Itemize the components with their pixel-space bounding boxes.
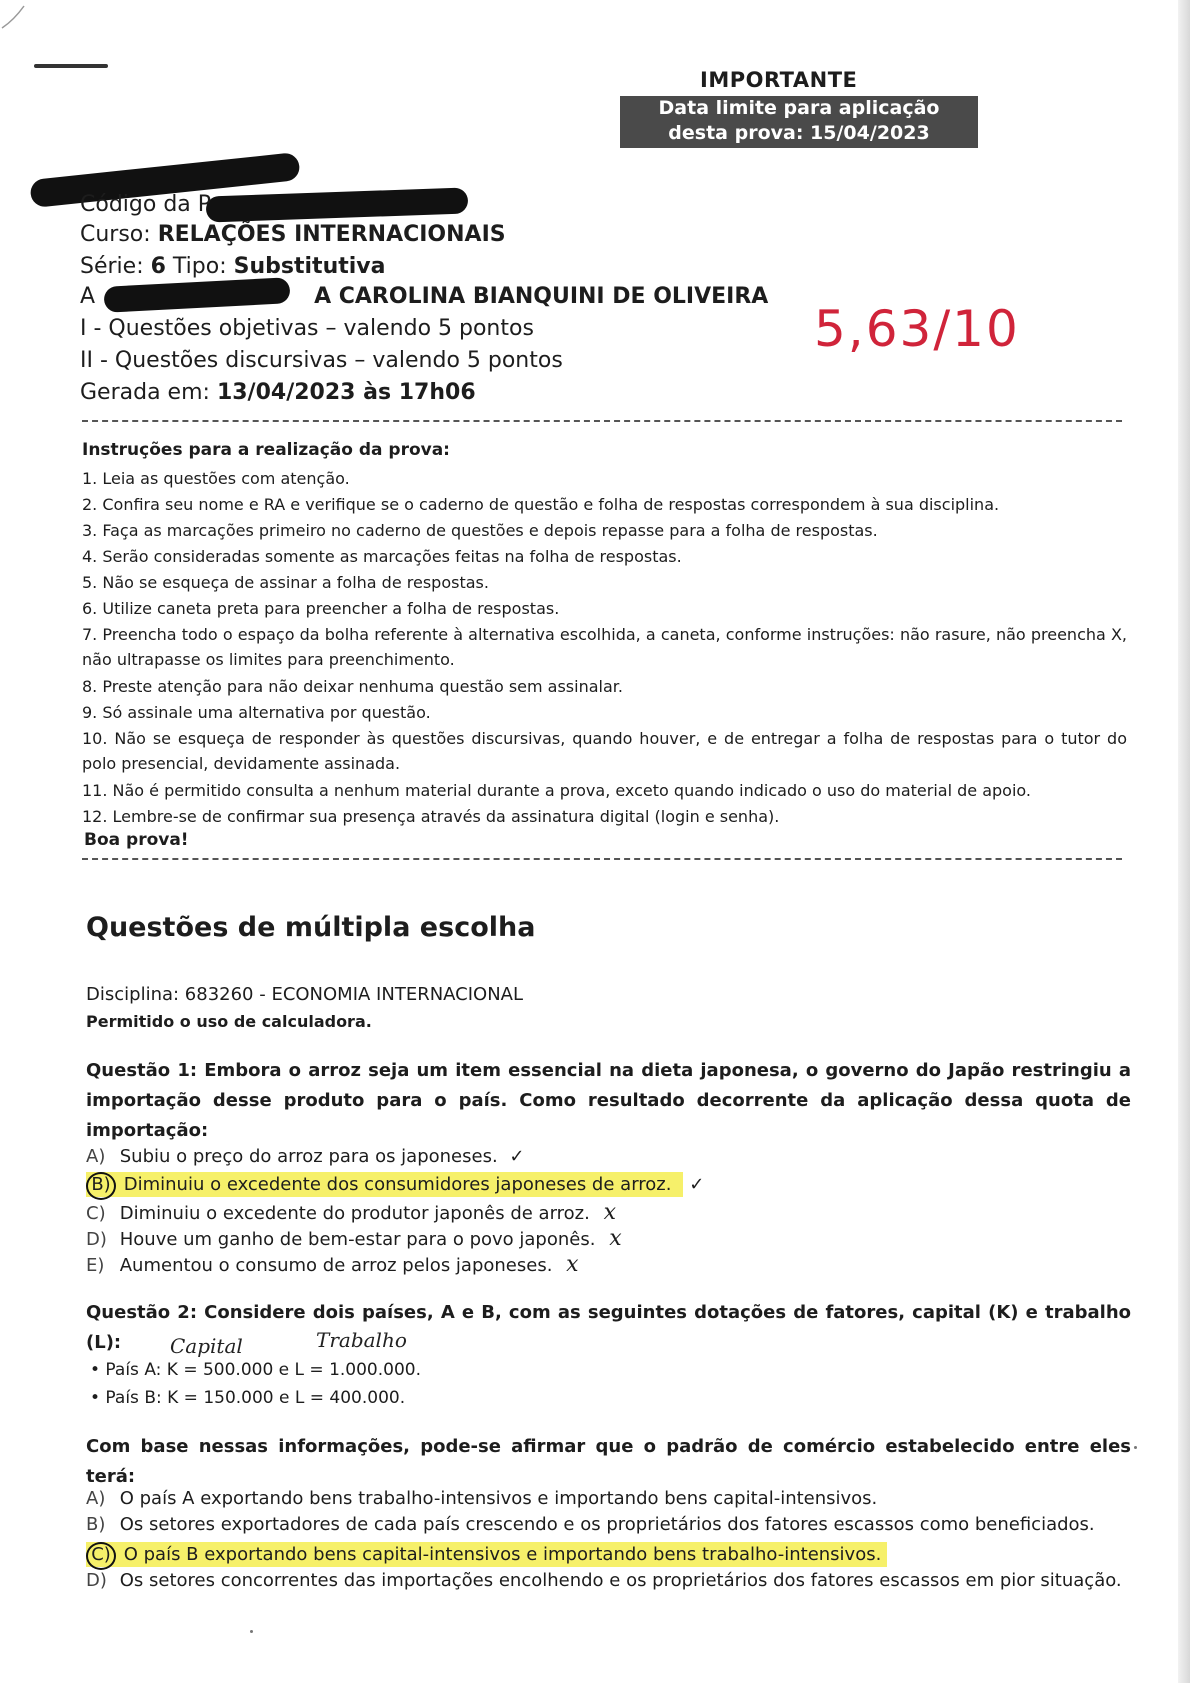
tick-mark: ✓ bbox=[509, 1146, 525, 1167]
q2-option-c[interactable] bbox=[86, 1542, 887, 1570]
q2-option-d[interactable] bbox=[86, 1570, 1122, 1591]
highlighted-answer bbox=[86, 1172, 683, 1197]
handwritten-capital: Capital bbox=[170, 1334, 243, 1358]
instruction-11: 11. Não é permitido consulta a nenhum material durante a prova, exceto quando indicado o uso do material de apoio. bbox=[82, 781, 1031, 800]
instructions-title: Instruções para a realização da prova: bbox=[82, 440, 450, 460]
option-letter: D) bbox=[86, 1570, 107, 1591]
pen-dash-mark bbox=[34, 64, 108, 68]
section-title: Questões de múltipla escolha bbox=[86, 912, 536, 943]
q1-option-a[interactable] bbox=[86, 1146, 525, 1167]
option-text: Os setores exportadores de cada país crescendo e os proprietários dos fatores escassos como beneficiados. bbox=[119, 1514, 1095, 1535]
pais-b-line: • País B: K = 150.000 e L = 400.000. bbox=[90, 1388, 406, 1408]
discursivas-line: II - Questões discursivas – valendo 5 pontos bbox=[80, 348, 563, 373]
serie-line bbox=[80, 254, 385, 279]
instruction-2: 2. Confira seu nome e RA e verifique se o caderno de questão e folha de respostas correspondem à sua disciplina. bbox=[82, 495, 1000, 514]
circled-letter: B) bbox=[86, 1172, 116, 1200]
q2-option-a[interactable] bbox=[86, 1488, 877, 1509]
q2-option-b[interactable] bbox=[86, 1514, 1095, 1535]
gerada-line bbox=[80, 380, 476, 405]
deadline-line-1: Data limite para aplicação bbox=[658, 97, 940, 119]
handwritten-grade: 5,63/10 bbox=[814, 300, 1020, 358]
option-letter: C) bbox=[86, 1203, 106, 1224]
codigo-line bbox=[80, 192, 211, 217]
option-text: O país B exportando bens capital-intensivos e importando bens trabalho-intensivos. bbox=[123, 1544, 882, 1565]
deadline-box bbox=[620, 96, 978, 148]
tipo-label: Tipo: bbox=[172, 254, 227, 279]
objetivas-line: I - Questões objetivas – valendo 5 pontos bbox=[80, 316, 534, 341]
instruction-6: 6. Utilize caneta preta para preencher a folha de respostas. bbox=[82, 599, 560, 618]
q1-option-d[interactable] bbox=[86, 1226, 622, 1251]
instruction-12: 12. Lembre-se de confirmar sua presença através da assinatura digital (login e senha). bbox=[82, 807, 780, 826]
divider-top bbox=[82, 420, 1122, 422]
highlighted-answer bbox=[86, 1542, 887, 1567]
serie-value: 6 bbox=[150, 254, 166, 279]
instruction-8: 8. Preste atenção para não deixar nenhuma questão sem assinalar. bbox=[82, 677, 623, 696]
permitido-line: Permitido o uso de calculadora. bbox=[86, 1012, 372, 1031]
instruction-7: 7. Preencha todo o espaço da bolha referente à alternativa escolhida, a caneta, conforme instruções: não rasure, não preencha X, não ultrapasse os limites para preenchimento. bbox=[82, 625, 1127, 669]
option-text: Os setores concorrentes das importações encolhendo e os proprietários dos fatores escassos em pior situação. bbox=[119, 1570, 1122, 1591]
question-2-prompt: Com base nessas informações, pode-se afirmar que o padrão de comércio estabelecido entre eles terá: bbox=[86, 1436, 1131, 1487]
question-1-text: Questão 1: Embora o arroz seja um item essencial na dieta japonesa, o governo do Japão restringiu a importação desse produto para o país. Como resultado decorrente da aplicação dessa quota de importação: bbox=[86, 1060, 1131, 1141]
aluno-line bbox=[80, 284, 768, 309]
scan-edge bbox=[1178, 0, 1190, 1683]
redaction-mark-2 bbox=[206, 187, 469, 222]
instruction-5: 5. Não se esqueça de assinar a folha de respostas. bbox=[82, 573, 489, 592]
circled-letter: C) bbox=[86, 1542, 116, 1570]
pais-a-line: • País A: K = 500.000 e L = 1.000.000. bbox=[90, 1360, 421, 1380]
important-label: IMPORTANTE bbox=[700, 68, 858, 92]
curso-label: Curso: bbox=[80, 222, 151, 247]
instruction-3: 3. Faça as marcações primeiro no caderno de questões e depois repasse para a folha de respostas. bbox=[82, 521, 878, 540]
option-letter: A) bbox=[86, 1488, 106, 1509]
option-text: Houve um ganho de bem-estar para o povo japonês. bbox=[119, 1229, 596, 1250]
question-2-text: Questão 2: Considere dois países, A e B, com as seguintes dotações de fatores, capital (K) e trabalho (L): bbox=[86, 1302, 1131, 1353]
curso-value: RELAÇÕES INTERNACIONAIS bbox=[157, 222, 506, 247]
codigo-label: Código da P bbox=[80, 192, 212, 217]
scan-speck bbox=[1134, 1446, 1137, 1449]
divider-bottom bbox=[82, 858, 1122, 860]
option-text: Diminuiu o excedente dos consumidores japoneses de arroz. bbox=[123, 1174, 672, 1195]
tick-mark: ✓ bbox=[689, 1174, 705, 1195]
option-text: Diminuiu o excedente do produtor japonês de arroz. bbox=[119, 1203, 590, 1224]
cross-mark: x bbox=[566, 1252, 579, 1277]
instruction-4: 4. Serão consideradas somente as marcações feitas na folha de respostas. bbox=[82, 547, 682, 566]
instruction-1: 1. Leia as questões com atenção. bbox=[82, 469, 350, 488]
option-letter: D) bbox=[86, 1229, 107, 1250]
option-letter: A) bbox=[86, 1146, 106, 1167]
option-letter: E) bbox=[86, 1255, 105, 1276]
cross-mark: x bbox=[603, 1200, 616, 1225]
curso-line bbox=[80, 222, 506, 247]
option-text: O país A exportando bens trabalho-intensivos e importando bens capital-intensivos. bbox=[119, 1488, 878, 1509]
option-text: Aumentou o consumo de arroz pelos japoneses. bbox=[119, 1255, 553, 1276]
handwritten-trabalho: Trabalho bbox=[316, 1328, 407, 1352]
gerada-value: 13/04/2023 às 17h06 bbox=[216, 380, 476, 405]
scan-speck bbox=[250, 1630, 253, 1633]
corner-fold-mark bbox=[0, 0, 40, 40]
serie-label: Série: bbox=[80, 254, 144, 279]
tipo-value: Substitutiva bbox=[233, 254, 386, 279]
q1-option-e[interactable] bbox=[86, 1252, 579, 1277]
gerada-label: Gerada em: bbox=[80, 380, 210, 405]
q1-option-b[interactable] bbox=[86, 1172, 704, 1200]
boa-prova: Boa prova! bbox=[84, 830, 189, 850]
cross-mark: x bbox=[609, 1226, 622, 1251]
aluno-name: A CAROLINA BIANQUINI DE OLIVEIRA bbox=[314, 284, 769, 309]
disciplina-line: Disciplina: 683260 - ECONOMIA INTERNACIONAL bbox=[86, 984, 524, 1005]
instruction-9: 9. Só assinale uma alternativa por questão. bbox=[82, 703, 431, 722]
option-letter: B) bbox=[86, 1514, 106, 1535]
aluno-prefix: A bbox=[80, 284, 96, 309]
deadline-line-2: desta prova: 15/04/2023 bbox=[668, 122, 930, 144]
option-text: Subiu o preço do arroz para os japoneses. bbox=[119, 1146, 498, 1167]
instruction-10: 10. Não se esqueça de responder às questões discursivas, quando houver, e de entregar a folha de respostas para o tutor do polo presencial, devidamente assinada. bbox=[82, 729, 1127, 773]
q1-option-c[interactable] bbox=[86, 1200, 616, 1225]
